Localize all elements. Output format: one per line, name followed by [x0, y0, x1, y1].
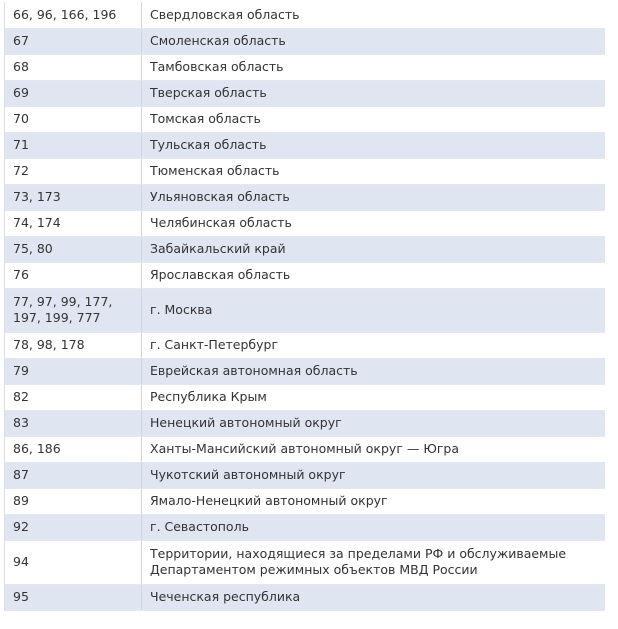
- table-row: [5, 2, 605, 28]
- region-code-cell: 66, 96, 166, 196: [5, 2, 142, 28]
- region-code-cell: 68: [5, 54, 142, 80]
- region-code-cell: 73, 173: [5, 184, 142, 210]
- region-code-cell: 86, 186: [5, 436, 142, 462]
- region-code-cell: 95: [5, 584, 142, 610]
- table-row: [5, 28, 605, 54]
- region-name-cell: Ямало-Ненецкий автономный округ: [142, 488, 606, 514]
- region-code-cell: 76: [5, 262, 142, 288]
- region-code-cell: 89: [5, 488, 142, 514]
- region-name-cell: Ханты-Мансийский автономный округ — Югра: [142, 436, 606, 462]
- region-code-cell: 67: [5, 28, 142, 54]
- region-code-cell: 78, 98, 178: [5, 332, 142, 358]
- region-code-cell: 69: [5, 80, 142, 106]
- region-code-cell: 82: [5, 384, 142, 410]
- region-name-cell: Ненецкий автономный округ: [142, 410, 606, 436]
- region-code-cell: 83: [5, 410, 142, 436]
- region-name-cell: г. Санкт-Петербург: [142, 332, 606, 358]
- region-name-cell: Чукотский автономный округ: [142, 462, 606, 488]
- table-row: [5, 158, 605, 184]
- region-name-cell: Еврейская автономная область: [142, 358, 606, 384]
- table-row: [5, 436, 605, 462]
- table-row: [5, 210, 605, 236]
- table-row: [5, 106, 605, 132]
- table-row: [5, 358, 605, 384]
- table-row: [5, 584, 605, 610]
- region-code-cell: 72: [5, 158, 142, 184]
- table-row: [5, 54, 605, 80]
- region-name-cell: Тверская область: [142, 80, 606, 106]
- region-code-cell: 71: [5, 132, 142, 158]
- region-name-cell: Тульская область: [142, 132, 606, 158]
- region-name-cell: Забайкальский край: [142, 236, 606, 262]
- region-code-cell: 77, 97, 99, 177, 197, 199, 777: [5, 288, 142, 332]
- region-name-cell: Ульяновская область: [142, 184, 606, 210]
- region-codes-table: [4, 2, 605, 611]
- table-row: [5, 80, 605, 106]
- region-name-cell: Свердловская область: [142, 2, 606, 28]
- region-name-cell: г. Севастополь: [142, 514, 606, 540]
- region-name-cell: Томская область: [142, 106, 606, 132]
- region-name-cell: Тамбовская область: [142, 54, 606, 80]
- table-row: [5, 488, 605, 514]
- table-row: [5, 184, 605, 210]
- table-row: [5, 540, 605, 584]
- table-row: [5, 332, 605, 358]
- region-name-cell: Тюменская область: [142, 158, 606, 184]
- table-row: [5, 410, 605, 436]
- table-row: [5, 132, 605, 158]
- region-code-cell: 94: [5, 540, 142, 584]
- table-row: [5, 262, 605, 288]
- region-code-cell: 92: [5, 514, 142, 540]
- region-name-cell: г. Москва: [142, 288, 606, 332]
- region-code-cell: 75, 80: [5, 236, 142, 262]
- table-row: [5, 514, 605, 540]
- table-row: [5, 462, 605, 488]
- region-code-cell: 70: [5, 106, 142, 132]
- table-row: [5, 236, 605, 262]
- region-name-cell: Территории, находящиеся за пределами РФ и обслуживаемые Департаментом режимных объектов МВД России: [142, 540, 606, 584]
- table-row: [5, 384, 605, 410]
- region-name-cell: Челябинская область: [142, 210, 606, 236]
- region-code-cell: 79: [5, 358, 142, 384]
- region-name-cell: Ярославская область: [142, 262, 606, 288]
- table-row: [5, 288, 605, 332]
- region-code-cell: 87: [5, 462, 142, 488]
- region-name-cell: Смоленская область: [142, 28, 606, 54]
- region-code-cell: 74, 174: [5, 210, 142, 236]
- region-name-cell: Республика Крым: [142, 384, 606, 410]
- region-name-cell: Чеченская республика: [142, 584, 606, 610]
